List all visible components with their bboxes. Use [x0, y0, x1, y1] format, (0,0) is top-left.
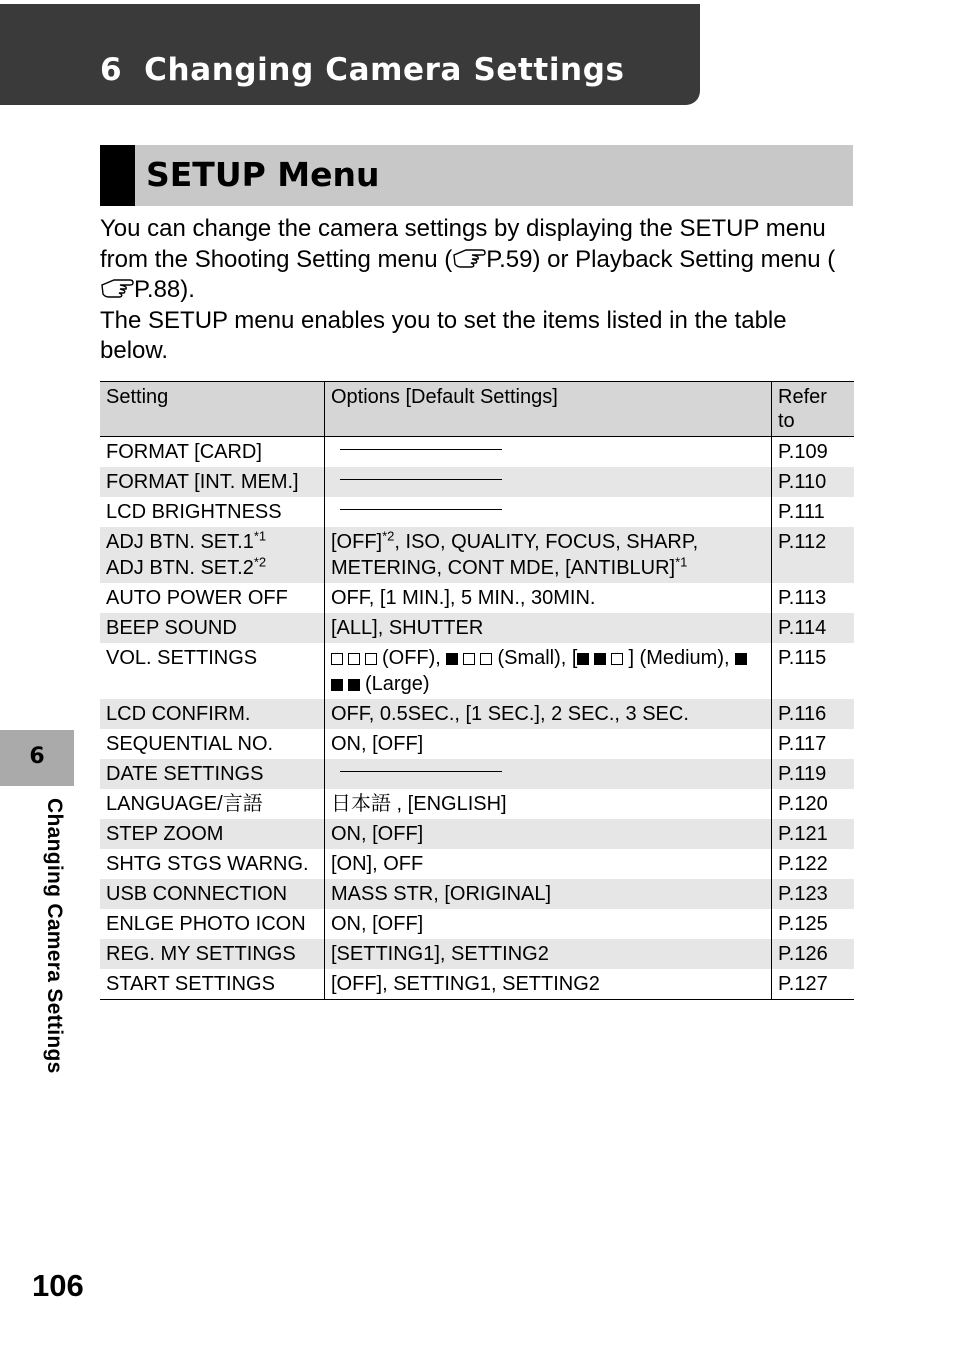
table-row: LCD CONFIRM. OFF, 0.5SEC., [1 SEC.], 2 SEC., 3 SEC. P.116: [100, 699, 854, 729]
empty-square-icon: [331, 653, 343, 665]
table-row: FORMAT [CARD] P.109: [100, 437, 854, 468]
section-heading-bar: [100, 145, 853, 206]
side-tab-number: 6: [29, 744, 45, 769]
empty-square-icon: [365, 653, 377, 665]
filled-square-icon: [594, 653, 606, 665]
setup-menu-table: [100, 381, 854, 1000]
chapter-title: [100, 52, 625, 88]
filled-square-icon: [735, 653, 747, 665]
header-refer: Refer to: [778, 386, 827, 432]
table-row: REG. MY SETTINGS [SETTING1], SETTING2 P.126: [100, 939, 854, 969]
empty-square-icon: [480, 653, 492, 665]
header-setting: Setting: [100, 382, 325, 437]
ref-page-88: P.88: [134, 276, 181, 303]
table-row: LANGUAGE/言語 日本語 , [ENGLISH] P.120: [100, 789, 854, 819]
filled-square-icon: [577, 653, 589, 665]
intro-text: [100, 214, 860, 367]
table-row: VOL. SETTINGS (OFF), (Small), [ ] (Medium), (Large) P.115: [100, 643, 854, 699]
pointing-hand-ref-icon: [452, 247, 486, 269]
table-row: START SETTINGS [OFF], SETTING1, SETTING2 P.127: [100, 969, 854, 1000]
empty-square-icon: [463, 653, 475, 665]
table-row: SEQUENTIAL NO. ON, [OFF] P.117: [100, 729, 854, 759]
filled-square-icon: [331, 679, 343, 691]
filled-square-icon: [348, 679, 360, 691]
chapter-side-tab: [0, 730, 74, 786]
no-options-dash: [340, 479, 502, 480]
filled-square-icon: [446, 653, 458, 665]
ref-page-59: P.59: [486, 245, 533, 273]
empty-square-icon: [348, 653, 360, 665]
chapter-number: 6: [100, 52, 123, 88]
table-row: SHTG STGS WARNG. [ON], OFF P.122: [100, 849, 854, 879]
intro-paragraph-2: The SETUP menu enables you to set the items listed in the table below.: [100, 306, 787, 364]
table-row: ENLGE PHOTO ICON ON, [OFF] P.125: [100, 909, 854, 939]
no-options-dash: [340, 771, 502, 772]
empty-square-icon: [611, 653, 623, 665]
table-row: STEP ZOOM ON, [OFF] P.121: [100, 819, 854, 849]
table-row: USB CONNECTION MASS STR, [ORIGINAL] P.123: [100, 879, 854, 909]
chapter-header: [0, 4, 700, 105]
chapter-title-text: Changing Camera Settings: [144, 52, 625, 88]
section-title: SETUP Menu: [146, 155, 380, 194]
table-row: BEEP SOUND [ALL], SHUTTER P.114: [100, 613, 854, 643]
table-header-row: [100, 382, 854, 437]
page-number: 106: [32, 1268, 84, 1303]
table-row: DATE SETTINGS P.119: [100, 759, 854, 789]
table-row: FORMAT [INT. MEM.] P.110: [100, 467, 854, 497]
table-row: ADJ BTN. SET.1$^{*1}$ ADJ BTN. SET.2$^{*2}$ [OFF]$^{*2}$, ISO, QUALITY, FOCUS, SHARP, METERING, CONT MDE, [ANTIBLUR]$^{*1}$ P.112: [100, 527, 854, 583]
no-options-dash: [340, 509, 502, 510]
side-tab-label: Changing Camera Settings: [43, 798, 66, 1074]
intro-paragraph-1: You can change the camera settings by displaying the SETUP menu from the Shooting Setting menu ( P.59) or Playback Setting menu (P.88).: [100, 215, 836, 303]
no-options-dash: [340, 449, 502, 450]
table-row: AUTO POWER OFF OFF, [1 MIN.], 5 MIN., 30MIN. P.113: [100, 583, 854, 613]
header-options: Options [Default Settings]: [325, 382, 772, 437]
table-row: LCD BRIGHTNESS P.111: [100, 497, 854, 527]
section-heading-block: [100, 145, 135, 206]
pointing-hand-ref-icon: [100, 277, 134, 299]
